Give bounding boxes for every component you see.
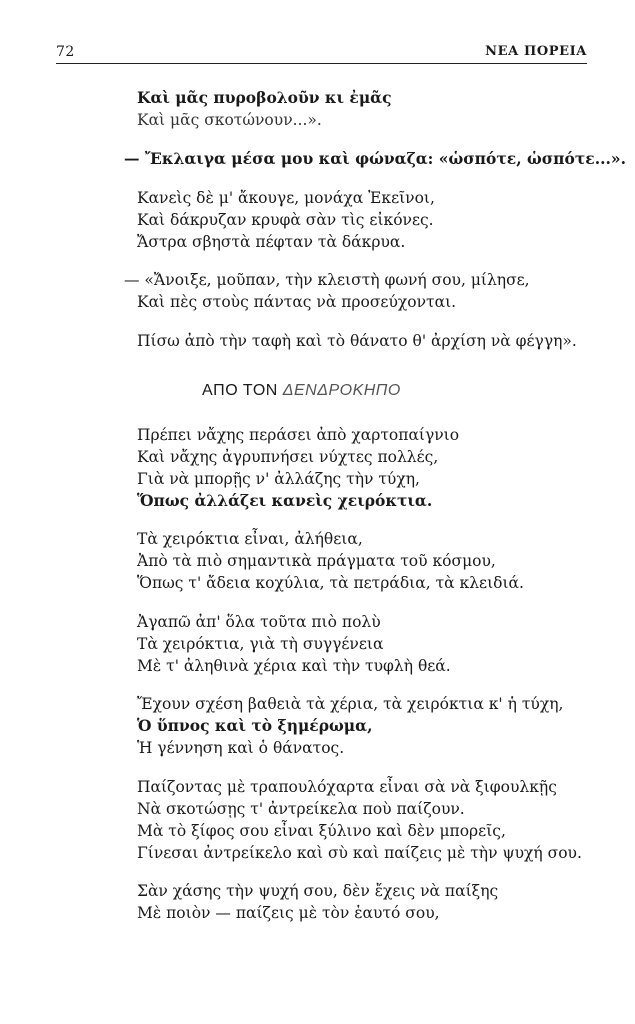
section-title xyxy=(202,380,401,400)
section-title-plain: ΑΠΟ ΤΟΝ xyxy=(202,382,283,399)
page-header xyxy=(56,44,587,62)
poem-line: Καὶ δάκρυζαν κρυφὰ σὰν τὶς εἰκόνες. xyxy=(137,211,434,229)
poem-line: Τὰ χειρόκτια, γιὰ τὴ συγγένεια xyxy=(137,635,384,653)
poem-line: Ὁ ὕπνος καὶ τὸ ξημέρωμα, xyxy=(137,716,373,735)
poem-line: Καὶ μᾶς σκοτώνουν...». xyxy=(137,111,322,129)
header-rule xyxy=(56,63,587,64)
poem-line: Τὰ χειρόκτια εἶναι, ἀλήθεια, xyxy=(137,530,363,548)
poem-line: Σὰν χάσης τὴν ψυχή σου, δὲν ἔχεις νὰ παίξης xyxy=(137,882,499,900)
poem-line: Πίσω ἀπὸ τὴν ταφὴ καὶ τὸ θάνατο θ' ἀρχίση νὰ φέγγη». xyxy=(137,332,577,350)
poem-line: Γίνεσαι ἀντρείκελο καὶ σὺ καὶ παίζεις μὲ τὴν ψυχή σου. xyxy=(137,844,582,862)
poem-line: Γιὰ νὰ μπορῇς ν' ἀλλάζης τὴν τύχη, xyxy=(137,470,420,488)
poem-line: Ὅπως τ' ἄδεια κοχύλια, τὰ πετράδια, τὰ κλειδιά. xyxy=(137,574,524,592)
poem-line: Ἀγαπῶ ἀπ' ὅλα τοῦτα πιὸ πολὺ xyxy=(137,613,381,631)
poem-line: Πρέπει νἄχης περάσει ἀπὸ χαρτοπαίγνιο xyxy=(137,426,460,444)
poem-line: Κανεὶς δὲ μ' ἄκουγε, μονάχα Ἐκεῖνοι, xyxy=(137,189,435,207)
poem-line: — Ἔκλαιγα μέσα μου καὶ φώναζα: «ὡσπότε, ὡσπότε...». xyxy=(124,149,626,168)
poem-line: Μὲ ποιὸν — παίζεις μὲ τὸν ἑαυτό σου, xyxy=(137,904,440,922)
poem-line: Μὲ τ' ἀληθινὰ χέρια καὶ τὴν τυφλὴ θεά. xyxy=(137,657,451,675)
poem-line: Καὶ μᾶς πυροβολοῦν κι ἐμᾶς xyxy=(137,88,392,107)
poem-line: Καὶ πὲς στοὺς πάντας νὰ προσεύχονται. xyxy=(137,293,457,311)
poem-line: Ἄστρα σβηστὰ πέφταν τὰ δάκρυα. xyxy=(137,233,406,251)
section-title-italic: ΔΕΝΔΡΟΚΗΠΟ xyxy=(282,382,401,399)
poem-line: Ἡ γέννηση καὶ ὁ θάνατος. xyxy=(137,739,345,757)
poem-line: Μὰ τὸ ξίφος σου εἶναι ξύλινο καὶ δὲν μπορεῖς, xyxy=(137,822,506,840)
poem-line: Παίζοντας μὲ τραπουλόχαρτα εἶναι σὰ νὰ ξιφουλκῇς xyxy=(137,778,557,796)
poem-line: Καὶ νἄχης ἀγρυπνήσει νύχτες πολλές, xyxy=(137,448,439,466)
poem-line: Ἔχουν σχέση βαθειὰ τὰ χέρια, τὰ χειρόκτια κ' ἡ τύχη, xyxy=(137,695,564,713)
poem-line: Ἀπὸ τὰ πιὸ σημαντικὰ πράγματα τοῦ κόσμου, xyxy=(137,552,496,570)
poem-line: — «Ἄνοιξε, μοῦπαν, τὴν κλειστὴ φωνή σου, μίλησε, xyxy=(124,271,530,289)
page-number: 72 xyxy=(56,44,75,60)
poem-line: Ὅπως ἀλλάζει κανεὶς χειρόκτια. xyxy=(137,491,433,510)
running-title: ΝΕΑ ΠΟΡΕΙΑ xyxy=(485,44,587,59)
poem-line: Νὰ σκοτώσῃς τ' ἀντρείκελα ποὺ παίζουν. xyxy=(137,800,465,818)
